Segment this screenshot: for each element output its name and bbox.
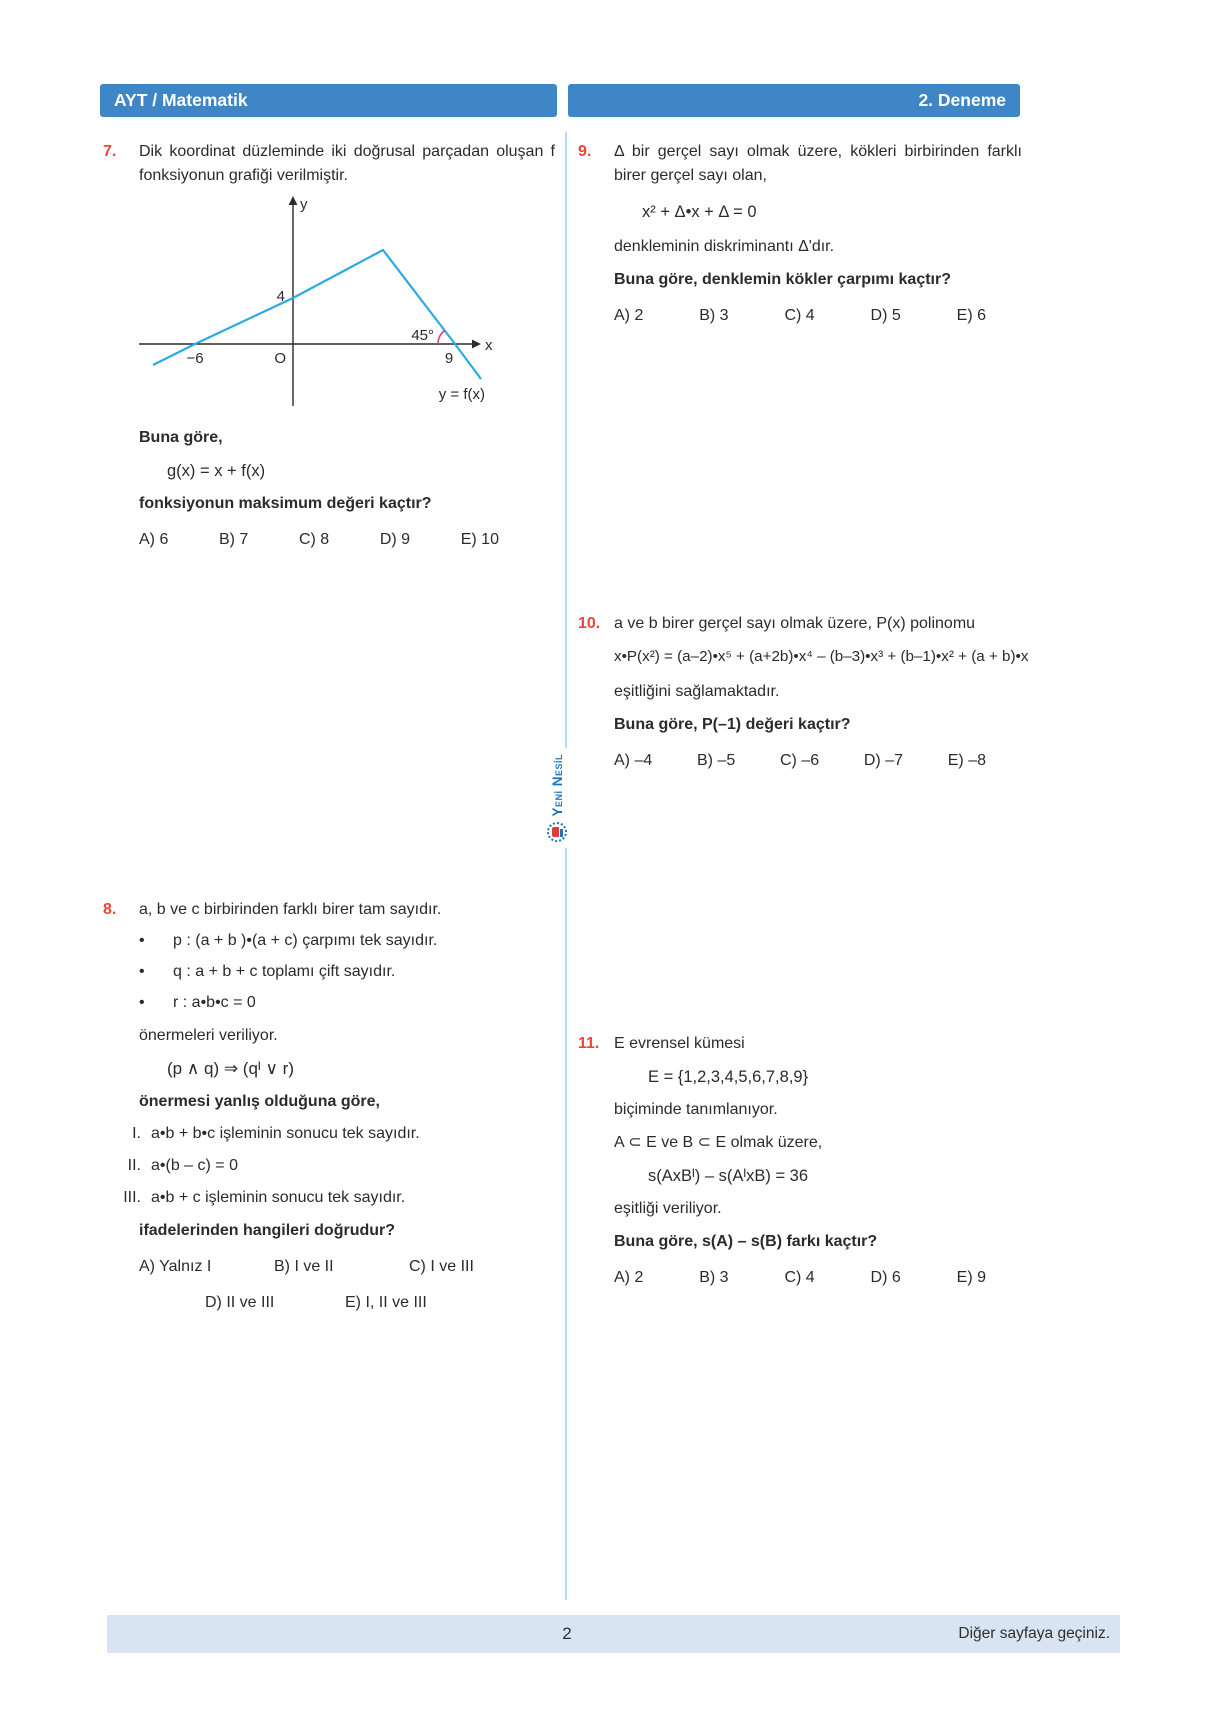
question-8	[103, 898, 555, 1315]
lead-text: önermesi yanlış olduğuna göre,	[139, 1093, 380, 1110]
option-d: D) 6	[870, 1269, 901, 1286]
proposition-text: p : (a + b )•(a + c) çarpımı tek sayıdır.	[173, 932, 438, 949]
option-c: C) –6	[780, 752, 820, 769]
option-b: B) I ve II	[274, 1258, 334, 1275]
proposition-text: r : a•b•c = 0	[173, 994, 256, 1011]
line-3: A ⊂ E ve B ⊂ E olmak üzere,	[614, 1134, 823, 1151]
question-number: 7.	[103, 143, 117, 160]
option-b: B) –5	[697, 752, 736, 769]
bullet-icon: •	[139, 963, 145, 980]
publisher-brand	[547, 748, 567, 848]
x-tick-minus6: −6	[186, 350, 204, 367]
proposition-p	[139, 929, 555, 953]
question-number: 8.	[103, 901, 117, 918]
option-a: A) 6	[139, 531, 169, 548]
proposition-q	[139, 960, 555, 984]
y-axis-label: y	[300, 196, 308, 213]
option-d: D) II ve III	[205, 1294, 275, 1311]
origin-label: O	[274, 350, 286, 367]
x-axis-label: x	[485, 337, 493, 354]
line-2: biçiminde tanımlanıyor.	[614, 1101, 778, 1118]
answer-options	[614, 304, 986, 328]
option-a: A) Yalnız I	[139, 1258, 212, 1275]
question-prompt: Buna göre, s(A) – s(B) farkı kaçtır?	[614, 1233, 878, 1250]
exam-name: 2. Deneme	[918, 90, 1006, 110]
question-prompt: Buna göre, denklemin kökler çarpımı kaçtır?	[614, 271, 951, 288]
question-intro: Δ bir gerçel sayı olmak üzere, kökleri birbirinden farklı birer gerçel sayı olan,	[614, 143, 1022, 184]
question-intro: E evrensel kümesi	[614, 1035, 745, 1052]
question-intro: a ve b birer gerçel sayı olmak üzere, P(x) polinomu	[614, 615, 976, 632]
x-axis-arrow-icon	[472, 340, 481, 349]
after-bullets-text: önermeleri veriliyor.	[139, 1027, 278, 1044]
header-exam-bar	[568, 84, 1020, 117]
roman-numeral: III.	[123, 1189, 141, 1206]
question-prompt: ifadelerinden hangileri doğrudur?	[139, 1222, 396, 1239]
option-b: B) 3	[699, 307, 729, 324]
equation: x² + Δ•x + Δ = 0	[642, 203, 757, 221]
option-b: B) 7	[218, 531, 249, 548]
statement-text: a•(b – c) = 0	[151, 1157, 238, 1174]
question-number: 9.	[578, 143, 592, 160]
formula-gx: g(x) = x + f(x)	[167, 462, 266, 480]
roman-numeral: II.	[127, 1157, 141, 1174]
option-e: E) I, II ve III	[345, 1294, 427, 1311]
option-e: E) –8	[947, 752, 986, 769]
publisher-brand-name: Yeni Nesil	[549, 754, 565, 817]
line-4: eşitliği veriliyor.	[614, 1200, 722, 1217]
polynomial-equation: x•P(x²) = (a–2)•x⁵ + (a+2b)•x⁴ – (b–3)•x³ + (b–1)•x² + (a + b)•x	[614, 648, 1029, 665]
answer-options	[614, 749, 986, 773]
option-c: C) 4	[784, 307, 815, 324]
answer-options	[139, 528, 499, 552]
page-number: 2	[562, 1624, 572, 1643]
proposition-text: q : a + b + c toplamı çift sayıdır.	[173, 963, 396, 980]
answer-options	[614, 1266, 986, 1290]
option-e: E) 9	[956, 1269, 986, 1286]
statement-text: a•b + b•c işleminin sonucu tek sayıdır.	[151, 1125, 420, 1142]
publisher-logo-icon	[547, 822, 567, 842]
option-c: C) I ve III	[409, 1258, 474, 1275]
curve-label: y = f(x)	[438, 386, 485, 403]
option-c: C) 4	[784, 1269, 815, 1286]
question-number: 10.	[578, 615, 601, 632]
set-definition: E = {1,2,3,4,5,6,7,8,9}	[648, 1068, 809, 1086]
angle-arc	[438, 331, 445, 345]
option-d: D) 9	[379, 531, 411, 548]
option-a: A) 2	[614, 307, 644, 324]
answer-options-row2	[205, 1291, 555, 1315]
bullet-icon: •	[139, 932, 145, 949]
y-axis-arrow-icon	[289, 196, 298, 205]
option-a: A) –4	[614, 752, 653, 769]
option-a: A) 2	[614, 1269, 644, 1286]
option-d: D) –7	[863, 752, 903, 769]
option-b: B) 3	[699, 1269, 729, 1286]
option-e: E) 6	[956, 307, 986, 324]
column-divider	[565, 132, 567, 1600]
footer-note: Diğer sayfaya geçiniz.	[958, 1625, 1110, 1642]
statement-2	[103, 1154, 555, 1178]
header-subject-bar	[100, 84, 557, 117]
bullet-icon: •	[139, 994, 145, 1011]
subject-title: AYT / Matematik	[114, 90, 248, 110]
after-formula-text: eşitliğini sağlamaktadır.	[614, 683, 780, 700]
option-c: C) 8	[298, 531, 330, 548]
logic-formula: (p ∧ q) ⇒ (qᴵ ∨ r)	[167, 1059, 294, 1078]
cardinality-equation: s(AxBᴵ) – s(AᴵxB) = 36	[648, 1167, 809, 1185]
question-intro: Dik koordinat düzleminde iki doğrusal parçadan oluşan f fonksiyonun grafiği verilmiştir.	[139, 143, 555, 184]
question-10	[578, 612, 1029, 773]
y-tick-4: 4	[276, 288, 285, 305]
statement-text: a•b + c işleminin sonucu tek sayıdır.	[151, 1189, 406, 1206]
statement-1	[103, 1122, 555, 1146]
function-graph	[133, 194, 555, 417]
question-9	[578, 140, 1022, 328]
question-7	[103, 140, 555, 552]
question-intro: a, b ve c birbirinden farklı birer tam sayıdır.	[139, 901, 442, 918]
angle-label: 45°	[411, 327, 434, 344]
option-d: D) 5	[870, 307, 901, 324]
footer-bar	[107, 1615, 1120, 1653]
statement-3	[103, 1186, 555, 1210]
coordinate-plane	[133, 194, 493, 409]
lead-text: Buna göre,	[139, 429, 223, 446]
x-tick-9: 9	[444, 350, 454, 367]
question-prompt: fonksiyonun maksimum değeri kaçtır?	[139, 495, 432, 512]
question-prompt: Buna göre, P(–1) değeri kaçtır?	[614, 716, 851, 733]
option-e: E) 10	[460, 531, 499, 548]
question-11	[578, 1032, 1022, 1290]
roman-numeral: I.	[132, 1125, 141, 1142]
proposition-r	[139, 991, 555, 1015]
answer-options-row1	[139, 1255, 555, 1279]
after-formula-text: denkleminin diskriminantı Δ'dır.	[614, 238, 835, 255]
question-number: 11.	[578, 1035, 600, 1052]
